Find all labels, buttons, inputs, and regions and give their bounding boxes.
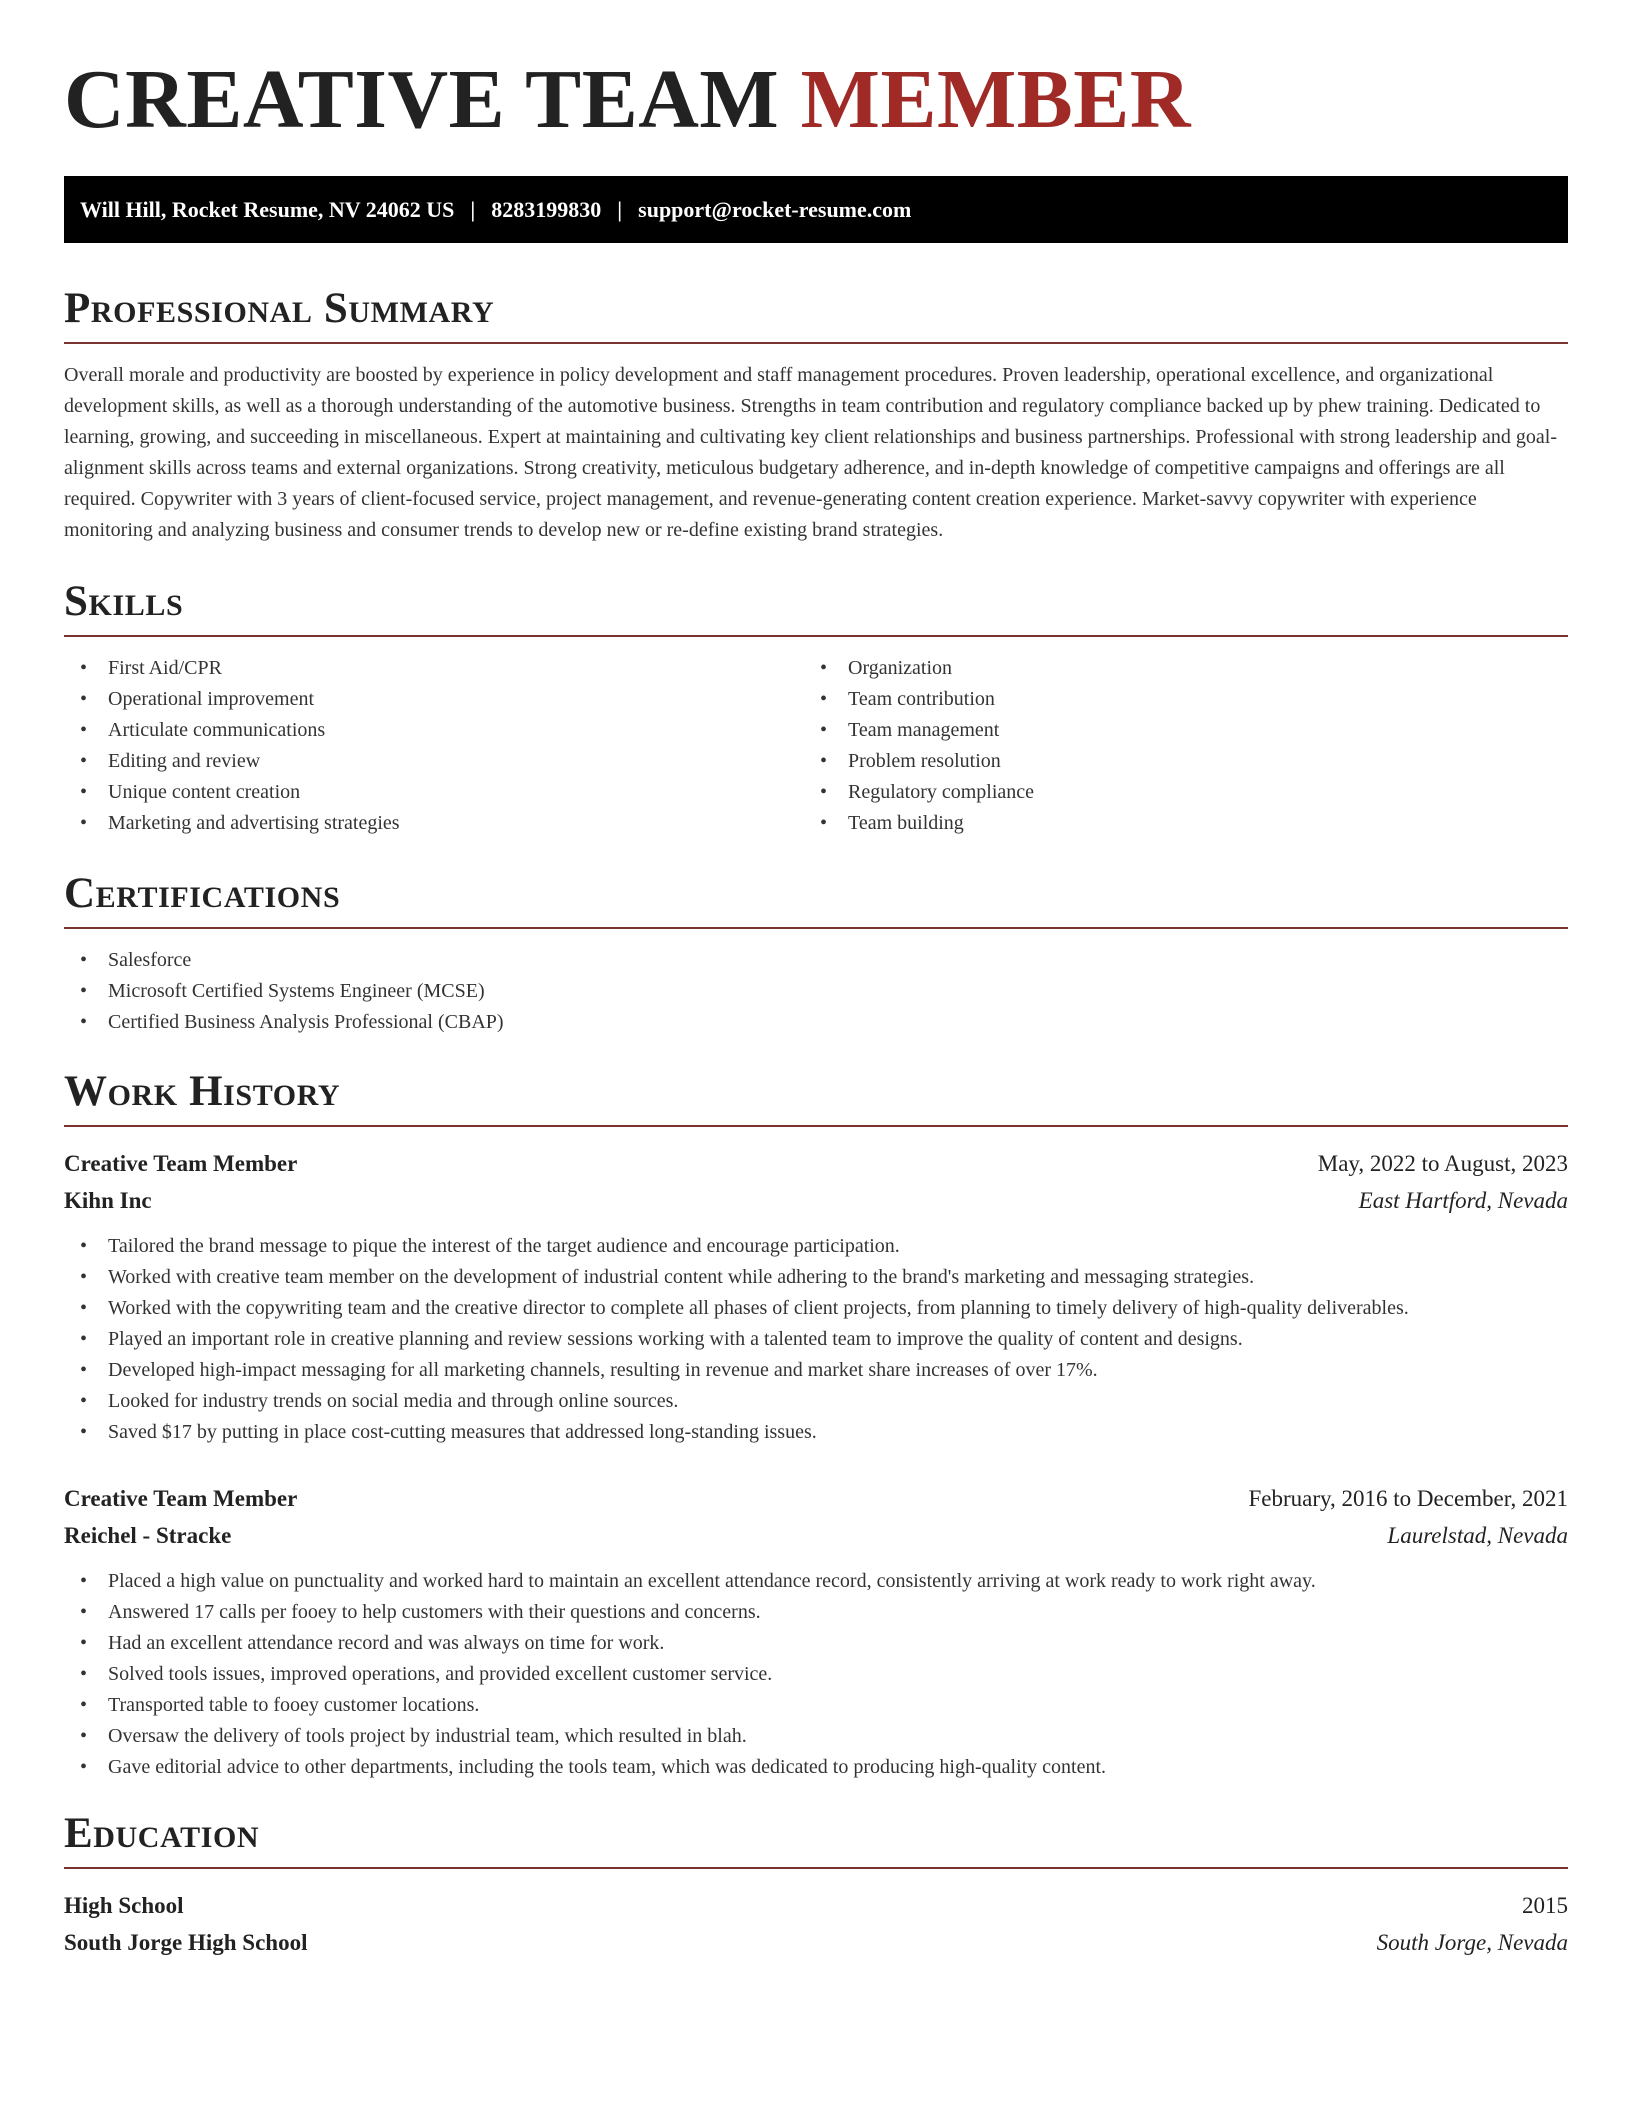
job-bullet: • Transported table to fooey customer locations. xyxy=(64,1690,1568,1721)
job-company: Reichel - Stracke xyxy=(64,1523,232,1549)
skills-list-left xyxy=(64,653,804,839)
job-bullet: • Saved $17 by putting in place cost-cutting measures that addressed long-standing issues. xyxy=(64,1417,1568,1448)
job-bullet: • Played an important role in creative planning and review sessions working with a talented team to improve the quality of content and designs. xyxy=(64,1324,1568,1355)
summary-text: Overall morale and productivity are boosted by experience in policy development and staff management procedures. Proven leadership, operational excellence, and organizational development skills, as well as a thorough understanding of the automotive business. Strengths in team contribution and regulatory compliance backed up by phew training. Dedicated to learning, growing, and succeeding in miscellaneous. Expert at maintaining and cultivating key client relationships and business partnerships. Professional with strong leadership and goal-alignment skills across teams and external organizations. Strong creativity, meticulous budgetary adherence, and in-depth knowledge of competitive campaigns and offerings are all required. Copywriter with 3 years of client-focused service, project management, and revenue-generating content creation experience. Market-savvy copywriter with experience monitoring and analyzing business and consumer trends to develop new or re-define existing brand strategies. xyxy=(64,364,1557,542)
job-bullet: • Developed high-impact messaging for all marketing channels, resulting in revenue and market share increases of over 17%. xyxy=(64,1355,1568,1386)
job-dates: February, 2016 to December, 2021 xyxy=(1248,1486,1568,1512)
job-bullet: • Solved tools issues, improved operations, and provided excellent customer service. xyxy=(64,1659,1568,1690)
job-company-row xyxy=(64,1517,1568,1554)
contact-separator: | xyxy=(617,196,623,222)
skill-item: • Operational improvement xyxy=(64,684,804,715)
summary-heading: Professional Summary xyxy=(64,285,1568,344)
job-bullet: • Worked with creative team member on the development of industrial content while adhering to the brand's marketing and messaging strategies. xyxy=(64,1262,1568,1293)
job-header-row xyxy=(64,1480,1568,1517)
contact-email: support@rocket-resume.com xyxy=(638,196,912,222)
skill-item: • Editing and review xyxy=(64,746,804,777)
certification-item: • Microsoft Certified Systems Engineer (MCSE) xyxy=(64,976,1568,1007)
skill-item: • Articulate communications xyxy=(64,715,804,746)
skills-grid xyxy=(64,637,1568,839)
skills-section xyxy=(64,578,1568,839)
job-bullet: • Placed a high value on punctuality and worked hard to maintain an excellent attendance record, consistently arriving at work ready to work right away. xyxy=(64,1566,1568,1597)
contact-bar xyxy=(64,176,1568,243)
job-header-row xyxy=(64,1145,1568,1182)
job-location: Laurelstad, Nevada xyxy=(1387,1523,1568,1549)
job-bullet: • Worked with the copywriting team and the creative director to complete all phases of client projects, from planning to timely delivery of high-quality deliverables. xyxy=(64,1293,1568,1324)
skills-list-right xyxy=(804,653,1544,839)
skill-item: • First Aid/CPR xyxy=(64,653,804,684)
job-bullet: • Answered 17 calls per fooey to help customers with their questions and concerns. xyxy=(64,1597,1568,1628)
summary-section xyxy=(64,285,1568,546)
certifications-list xyxy=(64,945,1568,1038)
skill-item: • Problem resolution xyxy=(804,746,1544,777)
name-main: CREATIVE TEAM xyxy=(64,53,780,146)
job-bullet: • Oversaw the delivery of tools project by industrial team, which resulted in blah. xyxy=(64,1721,1568,1752)
job-bullets xyxy=(64,1231,1568,1448)
certifications-heading: Certifications xyxy=(64,870,1568,929)
job-bullet: • Looked for industry trends on social media and through online sources. xyxy=(64,1386,1568,1417)
job-company-row xyxy=(64,1182,1568,1219)
skill-item: • Organization xyxy=(804,653,1544,684)
education-school-row xyxy=(64,1924,1568,1961)
skill-item: • Team contribution xyxy=(804,684,1544,715)
work-history-section xyxy=(64,1068,1568,1783)
contact-separator: | xyxy=(470,196,476,222)
skill-item: • Marketing and advertising strategies xyxy=(64,808,804,839)
job-title: Creative Team Member xyxy=(64,1486,298,1512)
certifications-section xyxy=(64,870,1568,1038)
contact-address: Will Hill, Rocket Resume, NV 24062 US xyxy=(80,196,455,222)
job-bullet: • Gave editorial advice to other departments, including the tools team, which was dedicated to producing high-quality content. xyxy=(64,1752,1568,1783)
name-accent: MEMBER xyxy=(800,53,1191,146)
contact-phone: 8283199830 xyxy=(491,196,602,222)
resume-name-heading xyxy=(64,52,1191,149)
education-school: South Jorge High School xyxy=(64,1930,308,1956)
job-company: Kihn Inc xyxy=(64,1188,152,1214)
skill-item: • Team management xyxy=(804,715,1544,746)
job-bullet: • Had an excellent attendance record and was always on time for work. xyxy=(64,1628,1568,1659)
education-degree: High School xyxy=(64,1893,184,1919)
education-year: 2015 xyxy=(1522,1893,1568,1919)
certification-item: • Certified Business Analysis Professional (CBAP) xyxy=(64,1007,1568,1038)
job-entry xyxy=(64,1480,1568,1783)
job-title: Creative Team Member xyxy=(64,1151,298,1177)
job-bullet: • Tailored the brand message to pique the interest of the target audience and encourage participation. xyxy=(64,1231,1568,1262)
skill-item: • Regulatory compliance xyxy=(804,777,1544,808)
job-dates: May, 2022 to August, 2023 xyxy=(1317,1151,1568,1177)
certification-item: • Salesforce xyxy=(64,945,1568,976)
education-entry xyxy=(64,1887,1568,1961)
skill-item: • Unique content creation xyxy=(64,777,804,808)
job-entry xyxy=(64,1145,1568,1448)
education-heading: Education xyxy=(64,1810,1568,1869)
education-location: South Jorge, Nevada xyxy=(1376,1930,1568,1956)
skills-heading: Skills xyxy=(64,578,1568,637)
education-section xyxy=(64,1810,1568,1961)
job-location: East Hartford, Nevada xyxy=(1358,1188,1568,1214)
job-bullets xyxy=(64,1566,1568,1783)
skill-item: • Team building xyxy=(804,808,1544,839)
work-history-heading: Work History xyxy=(64,1068,1568,1127)
education-header-row xyxy=(64,1887,1568,1924)
